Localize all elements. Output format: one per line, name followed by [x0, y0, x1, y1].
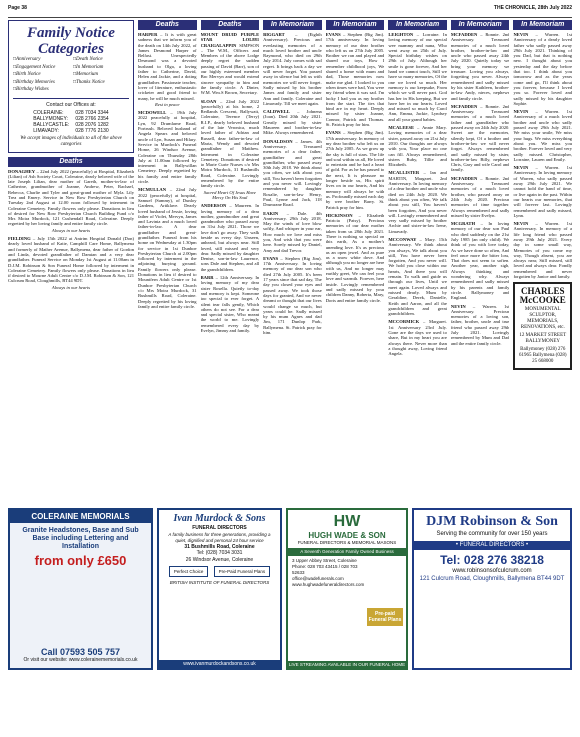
ad-footer	[10, 647, 151, 664]
notice-text: – Johnena (Joan). Died 20th July 2021. Greatly missed by sister Maureen and brother-in-law Mike. Always remembered.	[263, 109, 322, 136]
notice-text: – Warren. 1st Anniversary. In loving memory of Warren, who sadly passed away 29th July 2021. We cannot hold the hand of time, or live again in the past. Within our hearts our memories, that will forever last. Lovingly remembered and sadly missed, Lynn.	[513, 165, 573, 218]
category: □ Thanks Notice	[73, 80, 129, 87]
notice-text: – 22nd July 2022 (peacefully) at Hospital, Elizabeth (Lilian) of Ash Society Court, Coleraine, dearly beloved wife of the late Joseph Lilian, dear mother of Gareth, mother-in-law of Catherine, grandmother of Joanne, Andrew, Peter, Rachael, Rebecca, Charlie and Tyler and great-grand mother of Myla. Lily Trea and Emery. Service in New Row Presbyterian Church on Tuesday 2nd August at 12.00 noon followed by interment in Coleraine Cemetery. Family flowers only please. Donations in lieu of desired for New Row Presbyterian Church Building Fund c/o Mrs Moira Murdock, 121 Cushendall Road, Coleraine. Deeply regretted by her loving family and entire family circle.	[8, 168, 134, 227]
notice-name: MCCORMICK	[388, 319, 420, 325]
notice-name: BIGGART	[263, 32, 285, 37]
ad-phone[interactable]: Tel: 028 276 38218	[440, 553, 544, 567]
death-notice	[263, 32, 322, 106]
ad-name: CHARLES McCOOKE	[519, 286, 566, 306]
death-notice	[451, 221, 510, 300]
perfect-choice-badge: Perfect Choice	[169, 566, 209, 577]
ad-name: DJM Robinson & Son	[426, 514, 558, 529]
notice-text: – It is with great sadness that we inform you of the death on 14th July 2022, of James Desmond Harper of Belfast. Unexpectedly Desmond was a devoted husband to Olga, a loving father to Catherine, David, Helen and Jackie, and a doting grandfather. Passionate teacher, lover of literature, enthusiastic cricketer and good friend to many, he will be much missed.	[138, 32, 197, 101]
notice-name: DONAGHEY	[8, 168, 36, 174]
notice-text: – Stephen (Big Jim). 17th anniversary. In memory of my dear brother who left us on 27th July 2005. As we grow up the sky is full of stars. The life and soul within us all, He loved to entertain and he had a heart of gold. For as he has passed to the next, It is pleasure no longer beside us, His spirit lives on in our hearts, And his memory will always be with us. Profoundly missed each day by wee brother Barry. St. Patrick pray for him.	[325, 130, 385, 210]
notice-text: – Elizabeth Patricia (Patsy). Precious memories of our dear mother taken from us 28th July 2021. There is nothing so special on this earth, As a mother's unending love. It's as precious as an open jewel. And as pure as a snow white dove. And although you no longer are here with us, And no longer may earthly greet, We can feel your love and warmth. Forever, here inside. Lovingly remembered and sadly missed by your children Danny, Roberta, Mary, Doris and entire family circle.	[325, 212, 385, 303]
notice-list	[8, 169, 134, 291]
ad-association: BRITISH INSTITUTE OF FUNERAL DIRECTORS	[169, 580, 270, 585]
notice-text: – Annie Mary. Loving memories of a dear sister, passed away on 21st July 2010. Our thoughts are always with you, Your place no one can fill. Always remembered, sisters Ruby, Tillie and Elizabeth.	[388, 125, 447, 168]
death-notice	[388, 319, 447, 356]
notice-name: SLOAN	[200, 98, 217, 104]
notice-text: – Lorraine. In loving memory of our special wee mammy and nana, Who went away on 25th of July. Special birthday wishes on 29th of July. Although her smile is gone forever, And her hand we cannot touch, Still we have so many memories, Of the one we loved so much. Her memory is our keepsake, From which we will never part. God has her in His keeping, But we have her in our hearts. Loved and missed so much by Carol Ann, Emma, Jackie, Lyndsey and all your grand babies.	[388, 32, 447, 122]
ad-website[interactable]: www.ivanmurdockandsons.co.uk	[159, 660, 280, 668]
notice-text: – 19th July 2022 peacefully at hospital, Lyn, 92 Drumlarne Road, Portrush. Beloved husband of Angela Spears and beloved uncle of Lyn, Susan and Hilary. Service in Murdock's Funeral Home, 26 Windsor Avenue, Coleraine on Thursday 28th July at 11.00am followed by interment in Ballywillan Cemetery. Deeply regretted by his family and entire family circle.	[138, 110, 197, 185]
notice-text: – Maureen. In loving memory of a dear mother, grandmother and great grandmother who passed away on 31st July 2021. Those we love don't go away. They walk beside us every day. Unseen, unheard, but always near. Still loved, still missed and very dear. Sadly missed by daughter Denise, son-in-law Laurence, sons Dale and Stephen, and all the grandchildren.	[200, 203, 260, 272]
ad-phone[interactable]: Phone: 028 703 43415 / 028 703 52633	[292, 564, 358, 575]
column-1	[8, 20, 134, 505]
contact-note: We accept images of individuals to all of the above categories	[20, 135, 122, 147]
category-list	[13, 57, 129, 94]
notice-name: NEVIN	[513, 109, 529, 115]
ad-price: from only £650	[34, 553, 127, 568]
section-header-deaths: Deaths	[201, 20, 260, 30]
death-notice	[201, 32, 260, 96]
ad-name: HUGH WADE & SON	[308, 531, 386, 540]
category: □ In Memoriam	[73, 65, 129, 72]
notice-name: HARPER	[138, 32, 158, 37]
notice-name: HICKINSON	[325, 212, 353, 218]
notice-text: – Ronnie. 2nd Anniversary. Treasured memories of a much loved brother, brother-in-law and uncle who passed away 24th July 2020. Quietly today we bring your memory we treasure. Loving you always, forgetting you never. Always remembered and sadly missed by his sister Kathleen, brother-in-law Andy, nieces, nephews and family circle.	[450, 32, 510, 101]
ad-address: 3 Upper Abbey Street, Coleraine	[292, 558, 357, 563]
ad-tagline: A Seventh Generation Family Owned Business	[288, 548, 406, 556]
notice-text: – Margaret. 1st Anniversary 23rd July. Gone are the days we used to share, But in my heart you are always there. Never more than a thought away, Loving friend Angela.	[388, 319, 447, 357]
death-notice	[326, 130, 385, 209]
death-notice	[513, 32, 572, 106]
column-3	[201, 20, 260, 505]
death-notice	[263, 211, 322, 253]
ad-address: 121 Culcrum Road, Cloughmills, Ballymena BT44 9DT	[419, 576, 565, 582]
death-notice	[388, 125, 447, 167]
ad-website[interactable]: www.robinsonsofculcrum.com	[452, 568, 532, 574]
death-notice	[388, 237, 447, 316]
office-tel[interactable]: 028 2766 2354	[75, 115, 109, 122]
office-tel[interactable]: 028 7034 3344	[75, 109, 109, 116]
office-town: BALLYMONEY:	[33, 115, 68, 122]
category: □ Engagement Notice	[13, 65, 69, 72]
office-tel[interactable]: 028 7776 2130	[75, 127, 109, 134]
notice-list	[451, 32, 510, 346]
djm-robinson-ad[interactable]	[412, 508, 572, 670]
ad-phone[interactable]: Tel: (028) 7034 3031	[196, 550, 243, 556]
page-number: Page 38	[8, 5, 27, 11]
death-notice	[388, 32, 447, 122]
death-notice	[8, 236, 134, 290]
category: □ Death Notice	[73, 57, 129, 64]
death-notice	[388, 170, 447, 234]
death-notice	[451, 304, 510, 346]
death-notice	[513, 221, 572, 279]
death-notice	[263, 139, 322, 208]
ad-name: Ivan Murdock & Sons	[173, 513, 266, 524]
death-notice	[513, 165, 572, 218]
notice-text: – July 15th 2022 at Antrim Hospital Donald (Don) dearly loved husband of Katie, Camphill Care Home, Ballymena and formerly of Mather Avenue, Ballymena, dear father of Gordon and Linda, devoted grandfather of Damian and a very dear grandfather. Funeral Service on Monday 1st August at 11.00am in D.J.M. Robinson & Son Funeral Home followed by interment in Coleraine Cemetery. Family flowers only please. Donations in lieu if desired to Mourne Adult Centre c/o D.J.M. Robinson & Son, 121 Culcrum Road, Cloughmills, BT44 9DT.	[8, 236, 134, 284]
notice-text: – Warren. 1st Anniversary. Precious memories of a loving son, father, brother, uncle and true friend who passed away 29th July 2021. Lovingly remembered by Mum and Dad and the entire family circle.	[450, 303, 510, 346]
paper-dateline: THE CHRONICLE, 28th July 2022	[493, 5, 572, 11]
notice-text: SIMPSON – The W.M., Officers and Members of the above Lodge deeply regret the sudden passing of David (Barr), son of our highly esteemed member Bro Mervyn and would extend sincere sympathy to him and the family circle. A Dinter, W.M. Wm.S Brown, Secretary.	[200, 42, 260, 96]
death-notice	[201, 203, 260, 272]
section-header-memoriam: In Memoriam	[513, 20, 572, 30]
page-header	[8, 6, 572, 18]
office-town: BALLYCASTLE:	[33, 121, 70, 128]
notices-columns	[8, 20, 572, 505]
ad-strapline: A family business for three generations, providing a quiet, dignified and personal 24 hour service	[168, 531, 271, 543]
coleraine-memorials-ad[interactable]	[8, 508, 153, 670]
hugh-wade-logo: HW	[333, 513, 361, 530]
death-notice	[8, 169, 134, 234]
family-notice-title: Family Notice Categories	[27, 25, 115, 57]
notice-text: – Mary. 15th Anniversary. We think about you always, We talk about you still, You have never been forgotten, And you never will. We hold you close within our hearts, And there you will remain. To walk and guide us through our lives, Until we meet again. Loved always and missed dearly. Mum by Geraldine, Derek, Danielle, Keith and Aaron, and all the grandchildren and great grandchildren.	[388, 236, 447, 317]
notice-text: – In loving memory of our dear son Paul who died suddenly on the 21st July 1985 (an only child). We think of you with love today, As we have done so often, And feel once more the bitter loss, That does not seem to soften. Another year, another sigh, Always thinking and wondering why. Always remembered and sadly missed by his parents and family circle. Ballymoney and England.	[450, 221, 510, 301]
notice-list	[513, 32, 572, 279]
prepaid-plans-badge: Pre-paid Funeral Plans	[367, 608, 403, 626]
office-town: LIMAVADY:	[33, 127, 59, 134]
ad-services: • FUNERAL DIRECTORS •	[414, 541, 570, 550]
section-header-deaths: Deaths	[8, 157, 134, 167]
notice-name: FIELDING	[8, 236, 31, 242]
notice-name: NEVIN	[513, 165, 529, 171]
notice-text: – Warren. 1st Anniversary of a much loved brother and uncle who sadly passed away 29th July 2021. We miss your smile, We miss your hugs. We miss everything about you. We miss you brother. Forever loved and very sadly missed. Christopher, Lorraine, Lauren and Emily.	[513, 109, 573, 162]
notice-text: – Dale. 4th Anniversary. 29th July 2018. May the winds of love blow softly, And whisper in your ear, How much we love and miss you, And wish that you were here. Sorely missed by Daniel, Amy and dad Trevor.	[263, 210, 322, 253]
ad-services: MONUMENTAL SCULPTOR, MEMORIALS, RENOVATIONS, etc.	[520, 307, 565, 331]
death-notice	[138, 110, 197, 184]
notice-text: – 12th Anniversary. In loving memory of my dear sister Rosella. Quietly to-day and memory is kept. Someone too special to ever forget. A silent tear falls gently, Which others do not see. For a dear and special sister, Who meant the world to me. Lovingly remembered every day by Evelyn, Jimmy and family.	[200, 275, 260, 334]
notice-name: MCDOWELL	[138, 110, 167, 116]
office-town: COLERAINE:	[33, 109, 64, 116]
ad-phone: Ballymoney (028) 276 61965 Ballymena (028) 25 668000	[519, 347, 567, 365]
notice-name: MCFADDEN	[450, 32, 478, 37]
death-notice	[201, 99, 260, 201]
column-7	[451, 20, 510, 505]
ad-offer: Granite Headstones, Base and Sub Base including Lettering and Installation	[22, 527, 139, 550]
notice-verse: Always in our hearts	[51, 227, 91, 233]
notice-text: – Ronnie. 2nd Anniversary. Treasured memories of a much loved brother, who passed away on 24th July 2020. Precious memories of time together. Always remembered and sadly missed by sister Evelyn.	[450, 175, 510, 218]
notice-name: EAKIN	[263, 210, 279, 216]
death-notice	[263, 256, 322, 335]
charles-mccooke-ad[interactable]	[513, 282, 572, 370]
notice-name: MOUNT DRUID PURPLE STAR LOL881 CRAIGALAPPIN	[200, 32, 260, 48]
hugh-wade-ad[interactable]	[286, 508, 408, 670]
ad-phone[interactable]: Call 07593 505 757	[40, 647, 121, 657]
death-notice	[138, 32, 197, 107]
column-8	[513, 20, 572, 505]
category: □ Anniversary	[13, 57, 69, 64]
section-header-memoriam: In Memoriam	[388, 20, 447, 30]
ad-email[interactable]: office@wadefunerals.com	[292, 576, 344, 581]
notice-name: NEVIN	[450, 303, 466, 309]
death-notice	[138, 187, 197, 309]
family-notice-box	[8, 20, 134, 153]
notice-name: LEIGHTON	[388, 32, 414, 37]
notice-text: – James. 4th Anniversary. Treasured memories of a dear father, grandfather and great grandfather, who passed away 30th July 2018. We think about you often, we talk about you still, You haven't been forgotten and you never will. Lovingly remembered by daughter Rosalie, son-in-law Henry, Paul, Lynne and Jack, 118 Drumrane Road.	[263, 138, 322, 208]
death-notice	[451, 32, 510, 101]
death-notice	[326, 213, 385, 303]
ad-body	[10, 523, 151, 572]
category: □ Birth Notice	[13, 72, 69, 79]
notice-name: EVANS	[325, 130, 341, 136]
prepaid-plans-badge: Pre-Paid Funeral Plans	[214, 566, 271, 577]
ad-website[interactable]: www.hughwadefuneraldirectors.com	[292, 582, 365, 587]
section-header-deaths: Deaths	[138, 20, 197, 30]
notice-name: NEVIN	[513, 32, 529, 37]
notice-name: MCALLISTER	[388, 170, 420, 176]
section-header-memoriam: In Memoriam	[451, 20, 510, 30]
category: □ Birthday Memories	[13, 80, 69, 87]
ad-subtitle: FUNERAL DIRECTORS & MEMORIAL MASONS	[297, 540, 397, 545]
notice-name: MCCONWAY	[388, 236, 417, 242]
notice-name: BARR	[200, 275, 214, 281]
contact-block	[13, 98, 129, 148]
notice-text: – 22nd July 2022 (peacefully) at hospital, Samuel (Sammy), of Dunloy Gardens, Artiklave. Dearly loved husband of Jessie, loving father of Violet, Mervyn, James and Lavinia and a much loved father-in-law. A dear grandfather and great-grandfather. Funeral from his home on Wednesday at 1.30pm for service in 1st Dunboe Presbyterian Church at 2.00pm followed by interment in the adjoining burying ground. Family flowers only please. Donations in lieu if desired to Mountfern Adult Centre or 1st Dunboe Presbyterian Church c/o Mrs Moira Murdock, 31 Bushmills Road, Coleraine. Deeply regretted by his loving family and entire family circle.	[138, 187, 197, 309]
office-tel[interactable]: 028 2076 1282	[75, 121, 109, 128]
death-notice	[451, 176, 510, 218]
death-notice	[513, 109, 572, 162]
category: □ Birthday Wishes	[13, 87, 69, 94]
office-table	[30, 110, 111, 134]
notice-list	[201, 32, 260, 333]
notice-list	[138, 32, 197, 309]
notice-name: EVANS	[263, 255, 279, 261]
notice-verse: Rest in peace	[155, 101, 180, 107]
ad-address: 31 Bushmills Road, Coleraine	[184, 543, 255, 550]
death-notice	[451, 104, 510, 173]
notice-text: – 22nd July 2022 (peacefully) at his home, 2 Redlands Crescent, Ballywatt, Coleraine, Terence (Terry) R.I.P., dearly beloved husband of the late Veronica, much loved father of Adrian and Russell, dear father-in-law of Maria, Wendy and devoted grandfather of Matthew. Interment in Coleraine Cemetery. Donations if desired to Marie Curie Nurses c/o Mrs Moira Murdock, 31 Bushmills Road, Coleraine. Lovingly remembered by the entire family circle.	[200, 98, 260, 189]
notice-verse: Always in our hearts	[51, 284, 91, 290]
ad-subtitle: FUNERAL DIRECTORS	[192, 525, 247, 531]
ad-address-2: 26 Windsor Avenue, Coleraine	[185, 556, 254, 563]
death-notice	[326, 32, 385, 127]
notice-name: MCFADDEN	[450, 103, 478, 109]
notice-text: – Stephen (Big Jim). 17th Anniversary. In loving memory of our dear son who died 27th July 2005. It's been 17 years since that sad day, The day you closed your eyes and passed away. We took those days for granted, And we never dreamt or thought that our lives would change so much, but years could be. Sadly missed by his mum Agnes and dad Jim, 171 Dunlop Park, Ballymena. St. Patrick pray for him.	[263, 255, 322, 336]
ad-website[interactable]: Or visit our website: www.colerainememorials.co.uk	[23, 657, 138, 663]
notice-text: – Ian and MARTIN, Margaret. 2nd Anniversary. In loving memory of a dear brother and uncle who died on 24th July 2020. We think about you often, We talk about you still, You haven't been forgotten, And you never will. Lovingly remembered and very sadly missed by brother Archie and sister-in-law Irene, Limavady.	[388, 170, 447, 234]
notice-name: DONALDSON	[263, 138, 293, 144]
ivan-murdock-ad[interactable]	[157, 508, 282, 670]
column-6	[388, 20, 447, 505]
ad-footer: LIVE STREAMING AVAILABLE IN OUR FUNERAL HOME	[288, 662, 406, 667]
notice-text: – Warren. 1st Anniversary. In memory of a life long friend who passed away 29th July 2021. Every day in some small way, Memories of you come my way, Though absent, you are always near, Still missed, still loved and always dear. Fondly remembered and never forgotten by Janice and family.	[513, 221, 573, 280]
notice-text: – Warren. 1st Anniversary of a dearly loved father who sadly passed away 29th July 2021. Thinking of you Dad, but that is nothing new. I thought about you yesterday and the day before that too. I think about you tomorrow and as the years come and go, I'll think about you forever, because I loved you so. Forever loved and sadly missed by his daughter Sophie.	[513, 32, 573, 106]
column-2	[138, 20, 197, 505]
notice-name: NEVIN	[513, 221, 529, 227]
notice-list	[326, 32, 385, 303]
death-notice	[263, 109, 322, 135]
notice-verse: Sacred Heart Of Jesus Have Mercy On His Soul	[203, 189, 256, 200]
section-header-memoriam: In Memoriam	[263, 20, 322, 30]
notice-text: – Stephen (Big Jim). 17th anniversary. In loving memory of our dear brother who left us on 27th July 2005. Brother we ran and played and shared our toys, How I remember childhood joys, We shared a home with mum and dad, Those memories now make me glad. I looked to you when times were bad, You were my friend when it was sad. I'm lucky I had you as my brother from the start. The ties that bind are in my heart. Deeply missed by sister Joanne, Connor, Patrick and Thomas. St. Patrick pray for him.	[325, 32, 385, 128]
section-header-memoriam: In Memoriam	[326, 20, 385, 30]
notice-text: – (Eighth Anniversary). Precious and everlasting memories of a much loved brother and uncle Raymond, who died on 29th July 2014. July comes with sad regret. It brings back a day we will never forget. You passed away in silence but left us with memories we will never forget. Sadly missed by his brother James and family and sister Ann and family. Coleraine and Limavady. Till we meet again.	[263, 32, 322, 106]
contact-title: Contact our Offices at:	[46, 101, 96, 108]
notice-name: MCFADDEN	[450, 175, 478, 181]
notice-list	[263, 32, 322, 335]
notice-name: MCGRATH	[450, 221, 476, 227]
ad-name: COLERAINE MEMORIALS	[10, 510, 151, 523]
notice-name: EVANS	[325, 32, 341, 37]
column-5	[326, 20, 385, 505]
category: □ Memorium	[73, 72, 129, 79]
notice-name: MCMULLAN	[138, 187, 167, 193]
ad-tagline: Serving the community for over 150 years	[436, 531, 548, 537]
ad-address: 12 MARKET STREET BALLYMONEY	[519, 333, 567, 345]
column-4	[263, 20, 322, 505]
notice-name: MCALEESE	[388, 125, 415, 131]
notice-name: ANDERSON	[200, 203, 227, 209]
notice-text: – Ronnie. 2nd Anniversary. Treasured memories of a much loved father and grandfather who passed away on 24th July 2020. Sweet are the memories, silently kept, Of a brother and brother-in-law we will never forget. Always remembered and sadly missed by sister, brother-in-law Billy, nephews Chris, Gary and wife Carol and family.	[450, 103, 510, 173]
death-notice	[201, 275, 260, 333]
notice-list	[388, 32, 447, 357]
notice-name: CALDWELL	[263, 109, 290, 115]
